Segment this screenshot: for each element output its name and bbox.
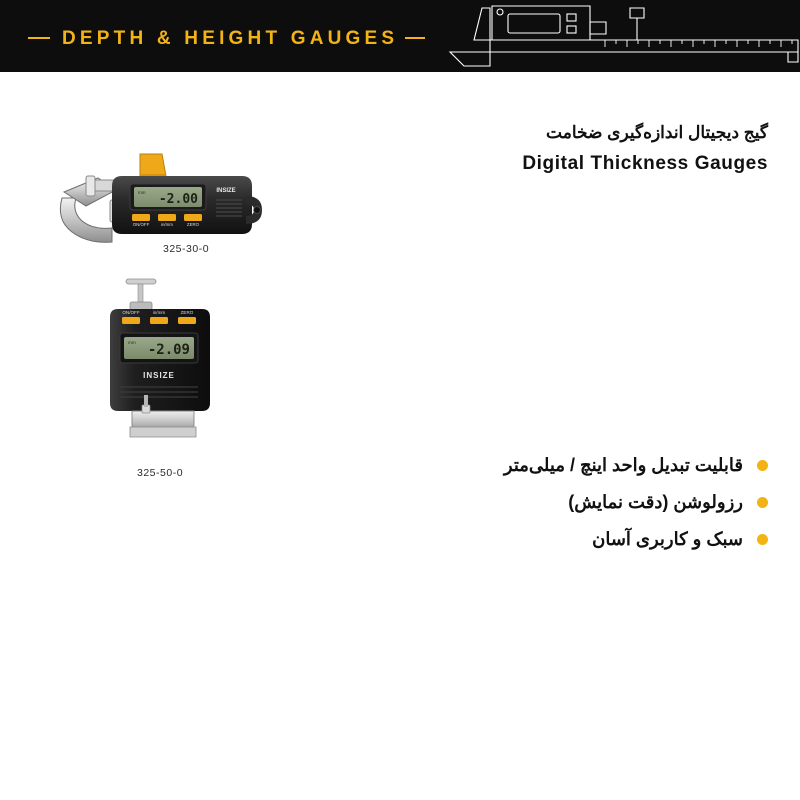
- product-image-325-50-0: [100, 275, 280, 465]
- product-title-block: [248, 120, 768, 175]
- title-persian: گیج دیجیتال اندازه‌گیری ضخامت: [546, 123, 768, 142]
- svg-text:ZERO: ZERO: [186, 222, 200, 227]
- svg-text:ON/OFF: ON/OFF: [132, 222, 150, 227]
- title-english: Digital Thickness Gauges: [522, 152, 768, 174]
- bullet-icon: [757, 497, 768, 508]
- bullet-icon: [757, 460, 768, 471]
- digital-caliper-outline-icon: [430, 0, 800, 72]
- svg-text:INSIZE: INSIZE: [216, 188, 236, 194]
- svg-text:ZERO: ZERO: [180, 310, 194, 315]
- svg-text:ON/OFF: ON/OFF: [122, 310, 140, 315]
- page-header: [0, 0, 800, 72]
- feature-label: رزولوشن (دقت نمایش): [568, 492, 743, 512]
- svg-text:in/mm: in/mm: [152, 310, 166, 315]
- header-rule-right: [405, 37, 425, 39]
- feature-label: قابلیت تبدیل واحد اینچ / میلی‌متر: [503, 455, 743, 475]
- svg-text:-2.09: -2.09: [147, 342, 190, 358]
- svg-text:-2.00: -2.00: [158, 192, 198, 207]
- bullet-icon: [757, 534, 768, 545]
- page-title: DEPTH & HEIGHT GAUGES: [62, 28, 399, 49]
- list-item: [228, 529, 768, 550]
- list-item: [228, 455, 768, 476]
- svg-text:INSIZE: INSIZE: [143, 371, 175, 380]
- feature-list: [228, 455, 768, 566]
- feature-label: سبک و کاربری آسان: [592, 529, 743, 549]
- header-rule-left: [28, 37, 50, 39]
- svg-text:in/mm: in/mm: [161, 222, 173, 227]
- product-caption-a: 325-30-0: [163, 243, 210, 255]
- svg-text:mm: mm: [138, 190, 146, 195]
- list-item: [228, 492, 768, 513]
- svg-text:mm: mm: [128, 340, 136, 345]
- product-caption-b: 325-50-0: [137, 467, 184, 479]
